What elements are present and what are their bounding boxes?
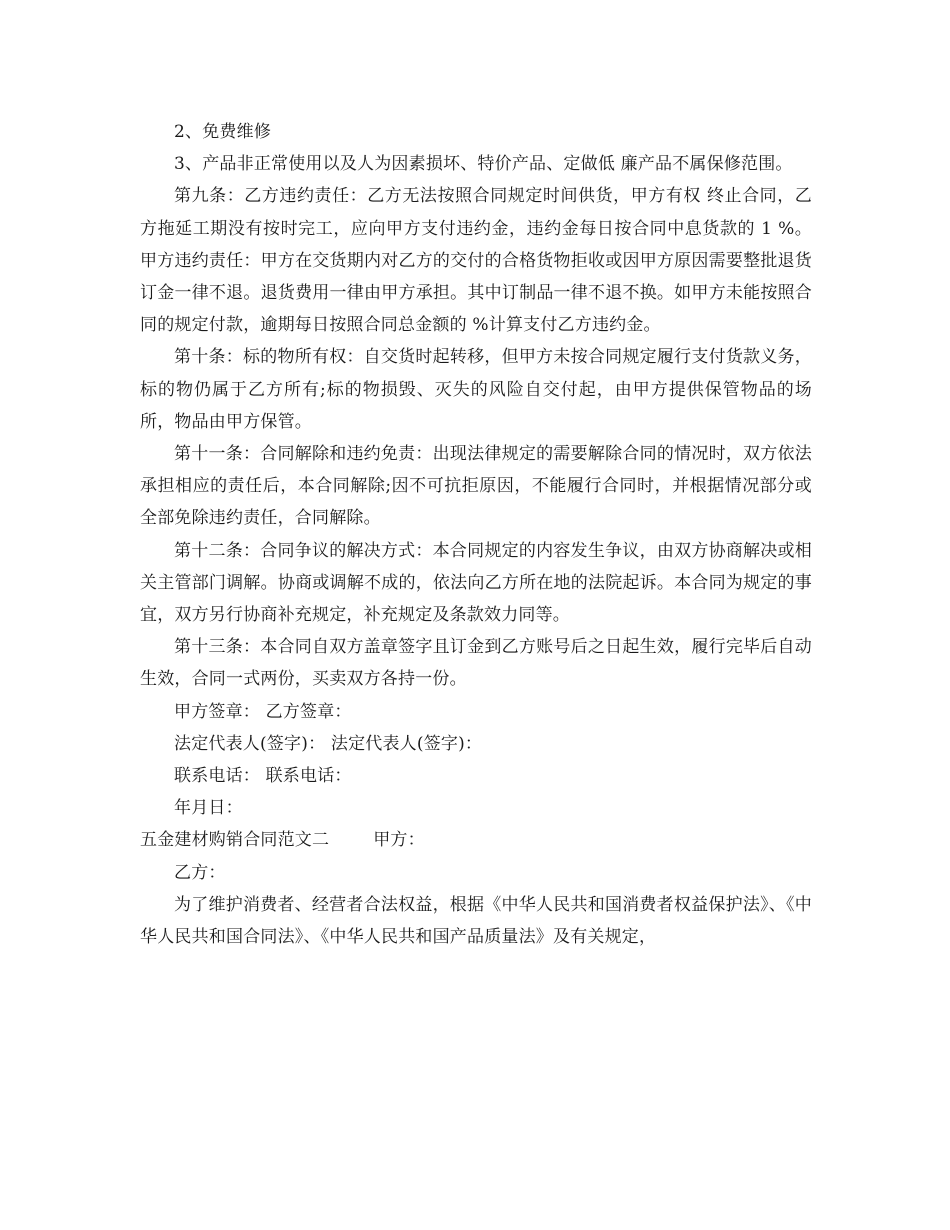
paragraph-article-12: 第十二条：合同争议的解决方式：本合同规定的内容发生争议，由双方协商解决或相关主管部门调解。协商或调解不成的，依法向乙方所在地的法院起诉。本合同为规定的事宜，双方另行协商补充规定，补充规定及条款效力同等。 [140, 540, 812, 626]
paragraph-article-13: 第十三条：本合同自双方盖章签字且订金到乙方账号后之日起生效，履行完毕后自动生效，合同一式两份，买卖双方各持一份。 [140, 637, 812, 690]
paragraph-article-11: 第十一条：合同解除和违约免责：出现法律规定的需要解除合同的情况时，双方依法承担相应的责任后，本合同解除;因不可抗拒原因，不能履行合同时，并根据情况部分或全部免除违约责任，合同解除。 [140, 444, 812, 529]
paragraph-preamble: 为了维护消费者、经营者合法权益，根据《中华人民共和国消费者权益保护法》、《中华人民共和国合同法》、《中华人民共和国产品质量法》及有关规定， [140, 894, 812, 948]
document-body [140, 116, 812, 953]
legal-representative-line: 法定代表人(签字)： 法定代表人(签字)： [174, 733, 483, 754]
signature-seal-line: 甲方签章： 乙方签章： [174, 701, 352, 722]
contract-title-line [140, 824, 812, 856]
date-line: 年月日： [174, 798, 243, 819]
contract-title: 五金建材购销合同范文二 [140, 830, 330, 851]
paragraph-free-repair: 2、免费维修 [174, 122, 272, 142]
paragraph-article-9: 第九条：乙方违约责任：乙方无法按照合同规定时间供货，甲方有权 终止合同，乙方拖延工期没有按时完工，应向甲方支付违约金，违约金每日按合同中息货款的 1 %。甲方违约责任：甲方在交货期内对乙方的交付的合格货物拒收或因甲方原因需要整批退货订金一律不退。退货费用一律由甲方承担。其中订制品一律不退不换。如甲方未能按照合同的规定付款，逾期每日按照合同总金额的 %计算支付乙方违约金。 [140, 186, 812, 336]
party-b-label: 乙方： [174, 862, 226, 883]
party-a-label: 甲方： [373, 830, 425, 851]
contact-phone-line: 联系电话： 联系电话： [174, 766, 352, 787]
paragraph-article-10: 第十条：标的物所有权：自交货时起转移，但甲方未按合同规定履行支付货款义务，标的物仍属于乙方所有;标的物损毁、灭失的风险自交付起，由甲方提供保管物品的场所，物品由甲方保管。 [140, 347, 812, 432]
paragraph-warranty-exclusion: 3、产品非正常使用以及人为因素损坏、特价产品、定做低 廉产品不属保修范围。 [174, 154, 793, 175]
